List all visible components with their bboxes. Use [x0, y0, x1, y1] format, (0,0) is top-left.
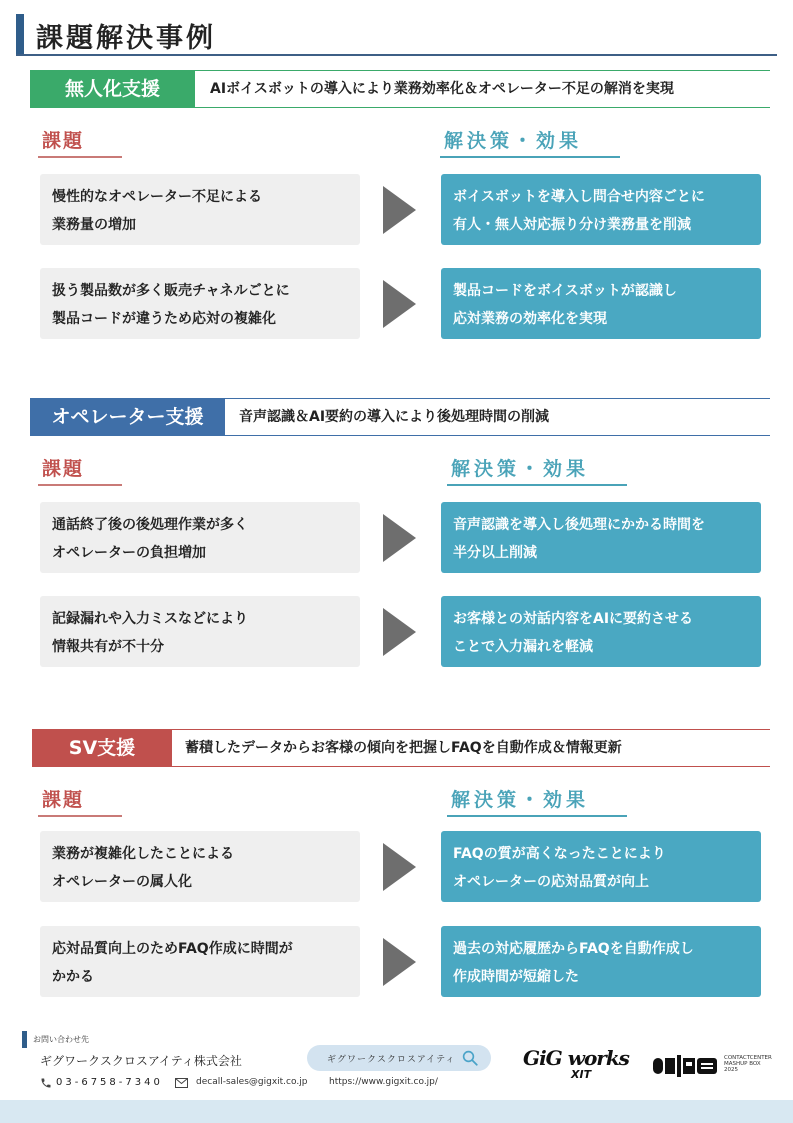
phone-number: 03-6758-7340 [56, 1077, 163, 1088]
search-icon [461, 1049, 479, 1067]
email-link[interactable]: decall-sales@gigxit.co.jp [196, 1077, 308, 1087]
arrow-right-icon [383, 186, 416, 234]
phone-icon [40, 1077, 52, 1089]
logo-text: GiG works [523, 1046, 629, 1070]
section-header [30, 398, 770, 436]
solution-line: FAQの質が高くなったことにより [453, 846, 666, 862]
issue-line: 記録漏れや入力ミスなどにより [52, 611, 248, 627]
issue-line: オペレーターの属人化 [52, 874, 192, 890]
issue-heading: 課題 [42, 458, 85, 480]
title-accent-bar [16, 14, 24, 54]
issue-box [40, 596, 360, 667]
solution-line: 音声認識を導入し後処理にかかる時間を [453, 517, 705, 533]
issue-line: 業務が複雑化したことによる [52, 846, 234, 862]
search-text: ギグワークスクロスアイティ [327, 1055, 456, 1065]
arrow-right-icon [383, 280, 416, 328]
company-name: ギグワークスクロスアイティ株式会社 [40, 1054, 242, 1068]
issue-heading-rule [38, 484, 122, 486]
footer-band [0, 1100, 793, 1123]
page-header [16, 14, 777, 56]
contact-accent-bar [22, 1031, 27, 1048]
website-link[interactable]: https://www.gigxit.co.jp/ [329, 1077, 438, 1087]
solution-heading: 解決策・効果 [451, 458, 590, 480]
arrow-right-icon [383, 843, 416, 891]
arrow-right-icon [383, 938, 416, 986]
cmb-line: 2025 [724, 1067, 738, 1073]
solution-line: 製品コードをボイスボットが認識し [453, 283, 677, 299]
cmb-logo-text [724, 1055, 784, 1073]
issue-heading-rule [38, 156, 122, 158]
solution-heading-rule [440, 156, 620, 158]
issue-line: 情報共有が不十分 [52, 639, 164, 655]
solution-box [441, 596, 761, 667]
logo-subtext: XIT [571, 1068, 592, 1081]
issue-line: 慢性的なオペレーター不足による [52, 189, 262, 205]
arrow-right-icon [383, 514, 416, 562]
section-unmanned-support [0, 70, 793, 350]
issue-line: オペレーターの負担増加 [52, 545, 206, 561]
issue-box [40, 831, 360, 902]
solution-line: ボイスボットを導入し問合せ内容ごとに [453, 189, 705, 205]
solution-box [441, 174, 761, 245]
contact-label: お問い合わせ先 [33, 1035, 89, 1044]
section-header [30, 70, 770, 108]
search-box[interactable] [307, 1045, 491, 1071]
arrow-right-icon [383, 608, 416, 656]
issue-box [40, 502, 360, 573]
issue-line: 応対品質向上のためFAQ作成に時間が [52, 941, 293, 957]
cmb-line: MASHUP BOX [724, 1061, 761, 1067]
issue-box [40, 268, 360, 339]
solution-box [441, 831, 761, 902]
cmb-line: CONTACTCENTER [724, 1055, 772, 1061]
solution-heading: 解決策・効果 [451, 789, 590, 811]
cmb-logo-icon [653, 1055, 719, 1077]
section-description: 音声認識＆AI要約の導入により後処理時間の削減 [239, 409, 550, 425]
solution-heading-rule [447, 815, 627, 817]
mail-icon [175, 1078, 188, 1088]
issue-box [40, 926, 360, 997]
section-sv-support [0, 729, 793, 1009]
section-tag: 無人化支援 [30, 70, 195, 108]
page-title: 課題解決事例 [36, 23, 216, 54]
section-operator-support [0, 398, 793, 678]
solution-line: オペレーターの応対品質が向上 [453, 874, 649, 890]
issue-heading: 課題 [42, 130, 85, 152]
issue-heading: 課題 [42, 789, 85, 811]
section-description: 蓄積したデータからお客様の傾向を把握しFAQを自動作成＆情報更新 [185, 740, 622, 756]
solution-line: ことで入力漏れを軽減 [453, 639, 593, 655]
issue-line: 業務量の増加 [52, 217, 136, 233]
title-underline [16, 54, 777, 56]
solution-line: 過去の対応履歴からFAQを自動作成し [453, 941, 694, 957]
gigworks-xit-logo [523, 1046, 629, 1086]
solution-line: 応対業務の効率化を実現 [453, 311, 607, 327]
solution-line: 半分以上削減 [453, 545, 537, 561]
section-tag: SV支援 [32, 729, 172, 767]
issue-line: 扱う製品数が多く販売チャネルごとに [52, 283, 290, 299]
solution-line: お客様との対話内容をAIに要約させる [453, 611, 694, 627]
solution-box [441, 502, 761, 573]
issue-line: 通話終了後の後処理作業が多く [52, 517, 248, 533]
section-description: AIボイスボットの導入により業務効率化＆オペレーター不足の解消を実現 [210, 81, 674, 97]
solution-box [441, 268, 761, 339]
solution-heading: 解決策・効果 [444, 130, 583, 152]
issue-heading-rule [38, 815, 122, 817]
solution-line: 作成時間が短縮した [453, 969, 579, 985]
solution-line: 有人・無人対応振り分け業務量を削減 [453, 217, 691, 233]
section-tag: オペレーター支援 [30, 398, 225, 436]
solution-box [441, 926, 761, 997]
issue-line: かかる [52, 969, 94, 985]
issue-line: 製品コードが違うため応対の複雑化 [52, 311, 276, 327]
solution-heading-rule [447, 484, 627, 486]
section-header [32, 729, 770, 767]
issue-box [40, 174, 360, 245]
